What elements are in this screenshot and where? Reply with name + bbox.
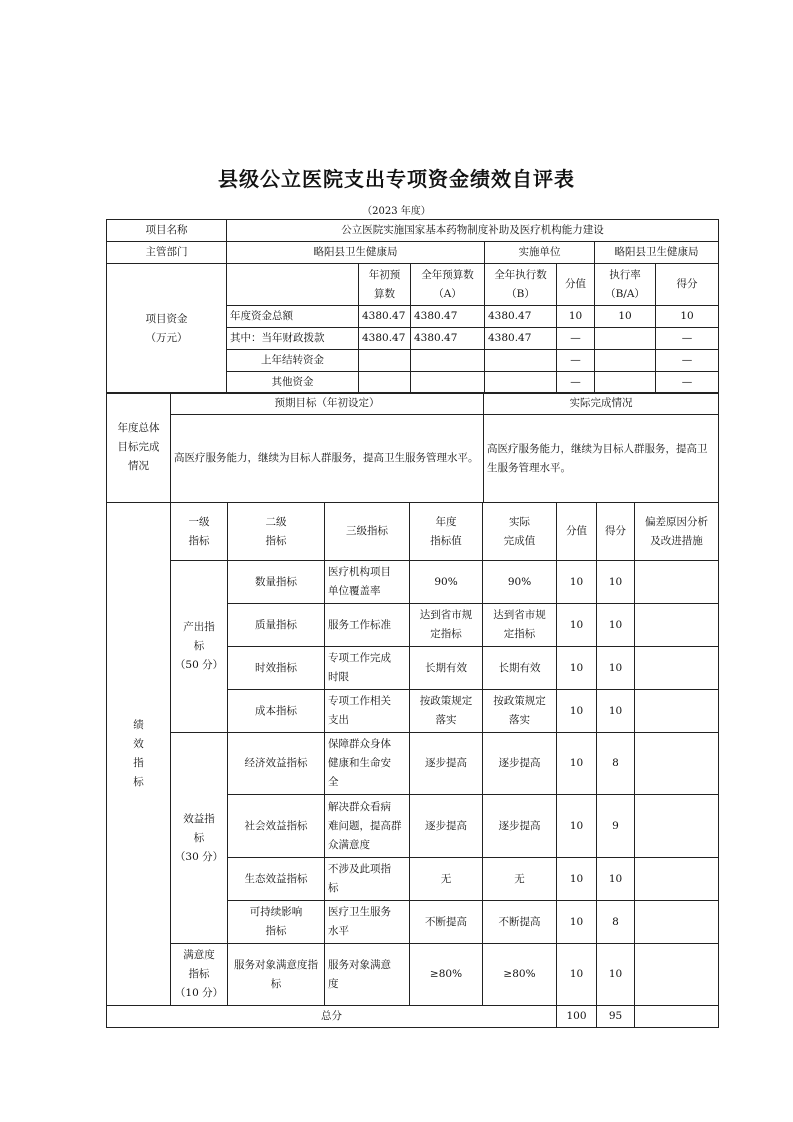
group-output: 产出指 标 （50 分） bbox=[171, 561, 228, 733]
level2: 质量指标 bbox=[228, 604, 325, 647]
fund-annual bbox=[411, 372, 485, 394]
fund-name: 年度资金总额 bbox=[227, 306, 359, 328]
fund-name: 上年结转资金 bbox=[227, 350, 359, 372]
fund-init bbox=[359, 350, 411, 372]
goals-table bbox=[106, 392, 719, 503]
level3: 专项工作相关 支出 bbox=[325, 690, 410, 733]
note bbox=[635, 690, 719, 733]
fund-annual: 4380.47 bbox=[411, 328, 485, 350]
fund-init: 4380.47 bbox=[359, 306, 411, 328]
target: 不断提高 bbox=[410, 901, 483, 944]
note bbox=[635, 604, 719, 647]
level3: 医疗机构项目 单位覆盖率 bbox=[325, 561, 410, 604]
fund-score: — bbox=[557, 328, 595, 350]
score: 10 bbox=[557, 647, 597, 690]
fund-exec: 4380.47 bbox=[485, 328, 557, 350]
note bbox=[635, 901, 719, 944]
score: 10 bbox=[557, 795, 597, 858]
actual-header: 实际完成情况 bbox=[484, 393, 719, 415]
level2: 时效指标 bbox=[228, 647, 325, 690]
target: 逐步提高 bbox=[410, 733, 483, 795]
table-row bbox=[107, 733, 719, 795]
level3: 保障群众身体 健康和生命安 全 bbox=[325, 733, 410, 795]
actual-goal: 高医疗服务能力，继续为目标人群服务，提高卫生服务管理水平。 bbox=[484, 415, 719, 503]
fund-rate bbox=[595, 350, 656, 372]
actual: 逐步提高 bbox=[483, 795, 557, 858]
score: 10 bbox=[557, 944, 597, 1006]
target: 90% bbox=[410, 561, 483, 604]
level2: 社会效益指标 bbox=[228, 795, 325, 858]
total-note bbox=[635, 1006, 719, 1028]
score: 10 bbox=[557, 858, 597, 901]
fund-score: — bbox=[557, 372, 595, 394]
got: 9 bbox=[597, 795, 635, 858]
dept-label: 主管部门 bbox=[107, 242, 227, 264]
actual: 达到省市规 定指标 bbox=[483, 604, 557, 647]
fund-init: 4380.47 bbox=[359, 328, 411, 350]
project-name-label: 项目名称 bbox=[107, 220, 227, 242]
impl-value: 略阳县卫生健康局 bbox=[595, 242, 719, 264]
level2: 可持续影响 指标 bbox=[228, 901, 325, 944]
header-actual: 实际 完成值 bbox=[483, 503, 557, 561]
level3: 医疗卫生服务 水平 bbox=[325, 901, 410, 944]
actual: ≥80% bbox=[483, 944, 557, 1006]
got: 8 bbox=[597, 901, 635, 944]
level3: 解决群众看病 难问题，提高群 众满意度 bbox=[325, 795, 410, 858]
got: 10 bbox=[597, 690, 635, 733]
actual: 无 bbox=[483, 858, 557, 901]
target: 无 bbox=[410, 858, 483, 901]
header-init-budget: 年初预 算数 bbox=[359, 264, 411, 306]
level2: 生态效益指标 bbox=[228, 858, 325, 901]
fund-score: 10 bbox=[557, 306, 595, 328]
funds-label: 项目资金 （万元） bbox=[107, 264, 227, 394]
note bbox=[635, 733, 719, 795]
target: 达到省市规 定指标 bbox=[410, 604, 483, 647]
got: 10 bbox=[597, 944, 635, 1006]
header-score: 分值 bbox=[557, 503, 597, 561]
level3: 服务对象满意 度 bbox=[325, 944, 410, 1006]
project-funds-table bbox=[106, 219, 719, 394]
target: 长期有效 bbox=[410, 647, 483, 690]
score: 10 bbox=[557, 690, 597, 733]
note bbox=[635, 858, 719, 901]
header-annual-exec: 全年执行数 （B） bbox=[485, 264, 557, 306]
dept-value: 略阳县卫生健康局 bbox=[227, 242, 485, 264]
impl-label: 实施单位 bbox=[485, 242, 595, 264]
fund-init bbox=[359, 372, 411, 394]
total-label: 总分 bbox=[107, 1006, 557, 1028]
header-got: 得分 bbox=[656, 264, 719, 306]
score: 10 bbox=[557, 733, 597, 795]
page-title: 县级公立医院支出专项资金绩效自评表 bbox=[218, 167, 575, 191]
fund-name: 其他资金 bbox=[227, 372, 359, 394]
level3: 不涉及此项指 标 bbox=[325, 858, 410, 901]
performance-table bbox=[106, 502, 719, 1028]
header-annual-budget: 全年预算数 （A） bbox=[411, 264, 485, 306]
fund-exec bbox=[485, 372, 557, 394]
fund-rate: 10 bbox=[595, 306, 656, 328]
fund-score: — bbox=[557, 350, 595, 372]
got: 10 bbox=[597, 604, 635, 647]
fund-exec bbox=[485, 350, 557, 372]
fund-got: — bbox=[656, 350, 719, 372]
table-row bbox=[107, 944, 719, 1006]
note bbox=[635, 795, 719, 858]
fund-rate bbox=[595, 328, 656, 350]
got: 10 bbox=[597, 561, 635, 604]
level2: 服务对象满意度指 标 bbox=[228, 944, 325, 1006]
header-level3: 三级指标 bbox=[325, 503, 410, 561]
header-level2: 二级 指标 bbox=[228, 503, 325, 561]
fund-annual: 4380.47 bbox=[411, 306, 485, 328]
target: 逐步提高 bbox=[410, 795, 483, 858]
level2: 数量指标 bbox=[228, 561, 325, 604]
header-level1: 一级 指标 bbox=[171, 503, 228, 561]
got: 10 bbox=[597, 647, 635, 690]
header-score: 分值 bbox=[557, 264, 595, 306]
total-row bbox=[107, 1006, 719, 1028]
score: 10 bbox=[557, 561, 597, 604]
note bbox=[635, 647, 719, 690]
actual: 按政策规定 落实 bbox=[483, 690, 557, 733]
target: 按政策规定 落实 bbox=[410, 690, 483, 733]
actual: 长期有效 bbox=[483, 647, 557, 690]
level3: 服务工作标准 bbox=[325, 604, 410, 647]
header-target: 年度 指标值 bbox=[410, 503, 483, 561]
fund-name: 其中：当年财政拨款 bbox=[227, 328, 359, 350]
header-got: 得分 bbox=[597, 503, 635, 561]
expected-header: 预期目标（年初设定） bbox=[171, 393, 484, 415]
got: 10 bbox=[597, 858, 635, 901]
fund-rate bbox=[595, 372, 656, 394]
actual: 90% bbox=[483, 561, 557, 604]
target: ≥80% bbox=[410, 944, 483, 1006]
fund-annual bbox=[411, 350, 485, 372]
goals-label: 年度总体 目标完成 情况 bbox=[107, 393, 171, 503]
table-row bbox=[107, 561, 719, 604]
total-got: 95 bbox=[597, 1006, 635, 1028]
level2: 成本指标 bbox=[228, 690, 325, 733]
note bbox=[635, 944, 719, 1006]
total-score: 100 bbox=[557, 1006, 597, 1028]
group-satisfaction: 满意度 指标 （10 分） bbox=[171, 944, 228, 1006]
level2: 经济效益指标 bbox=[228, 733, 325, 795]
actual: 不断提高 bbox=[483, 901, 557, 944]
note bbox=[635, 561, 719, 604]
expected-goal: 高医疗服务能力，继续为目标人群服务，提高卫生服务管理水平。 bbox=[171, 415, 484, 503]
actual: 逐步提高 bbox=[483, 733, 557, 795]
group-benefit: 效益指 标 （30 分） bbox=[171, 733, 228, 944]
got: 8 bbox=[597, 733, 635, 795]
perf-label: 绩 效 指 标 bbox=[107, 503, 171, 1006]
header-rate: 执行率 （B/A） bbox=[595, 264, 656, 306]
header-analysis: 偏差原因分析 及改进措施 bbox=[635, 503, 719, 561]
report-year: （2023 年度） bbox=[362, 206, 431, 217]
fund-exec: 4380.47 bbox=[485, 306, 557, 328]
fund-got: — bbox=[656, 328, 719, 350]
score: 10 bbox=[557, 604, 597, 647]
fund-got: 10 bbox=[656, 306, 719, 328]
score: 10 bbox=[557, 901, 597, 944]
project-name: 公立医院实施国家基本药物制度补助及医疗机构能力建设 bbox=[227, 220, 719, 242]
level3: 专项工作完成 时限 bbox=[325, 647, 410, 690]
fund-got: — bbox=[656, 372, 719, 394]
